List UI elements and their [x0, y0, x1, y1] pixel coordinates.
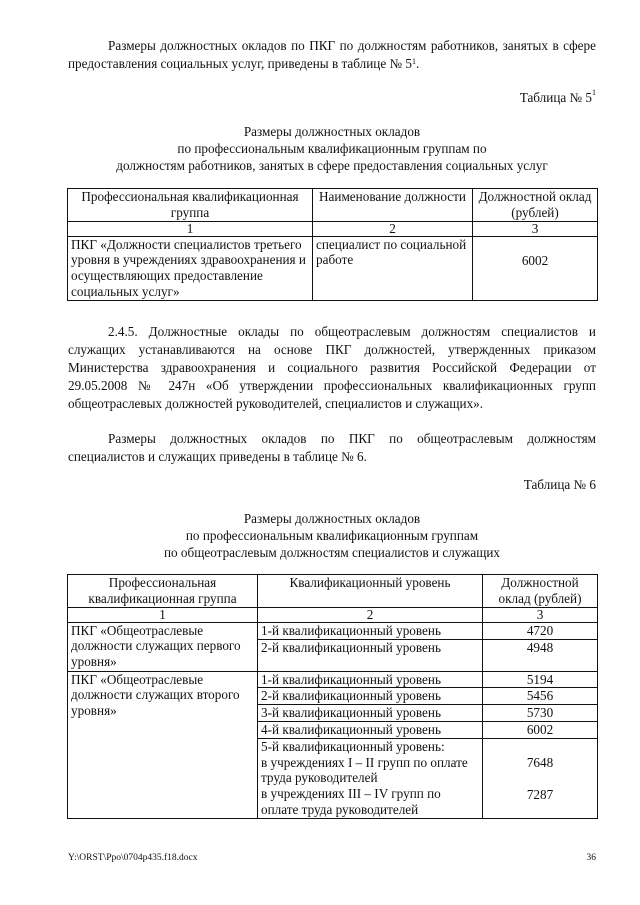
- table5-number-cell: 2: [313, 221, 473, 236]
- table5-title-line: Размеры должностных окладов: [243, 124, 421, 139]
- pkg-name-cell: ПКГ «Общеотраслевые должности служащих первого уровня»: [68, 622, 258, 671]
- pkg-name-cell: ПКГ «Общеотраслевые должности служащих второго уровня»: [68, 671, 258, 818]
- table5-header-cell: Должностной оклад (рублей): [473, 189, 598, 222]
- level-cell: 2-й квалификационный уровень: [258, 688, 483, 705]
- level-cell: [258, 738, 483, 818]
- table6-number-cell: 2: [258, 607, 483, 622]
- table6-header-cell: Должностной оклад (рублей): [483, 575, 598, 608]
- table5-label-sup: 1: [592, 88, 596, 97]
- table6: [67, 574, 598, 819]
- table6-number-cell: 3: [483, 607, 598, 622]
- table5-header-cell: Наименование должности: [313, 189, 473, 222]
- salary-cell: 6002: [473, 236, 598, 300]
- footer-file-path: Y:\ORST\Ppo\0704p435.f18.docx: [68, 853, 198, 863]
- salary-cell: 5194: [483, 671, 598, 688]
- salary-cell: 5730: [483, 705, 598, 722]
- table5-header-cell: Профессиональная квалификационная группа: [68, 189, 313, 222]
- table5-header-row: [68, 189, 598, 222]
- salary-cell: 4948: [483, 639, 598, 671]
- table5-title-line: должностям работников, занятых в сфере предоставления социальных услуг: [116, 158, 548, 173]
- table5-title: [68, 123, 596, 174]
- level5-sub1-salary: 7648: [526, 754, 554, 770]
- level5-title: 5-й квалификационный уровень:: [261, 738, 445, 754]
- table6-header-cell: Квалификационный уровень: [258, 575, 483, 608]
- table-row: [68, 622, 598, 639]
- footnote-ref: 1: [411, 57, 416, 66]
- level-cell: 4-й квалификационный уровень: [258, 721, 483, 738]
- intro-text: Размеры должностных окладов по ПКГ по должностям работников, занятых в сфере предоставления социальных услуг, приведены в таблице № 5: [68, 38, 596, 71]
- level-cell: 1-й квалификационный уровень: [258, 622, 483, 639]
- table6-title-line: Размеры должностных окладов: [243, 511, 421, 526]
- pkg-name-cell: ПКГ «Должности специалистов третьего уровня в учреждениях здравоохранения и осуществляющих предоставление социальных услуг»: [68, 236, 313, 300]
- position-cell: специалист по социальной работе: [313, 236, 473, 300]
- table6-title: [68, 510, 596, 561]
- level-cell: 1-й квалификационный уровень: [258, 671, 483, 688]
- table5-number-cell: 3: [473, 221, 598, 236]
- table5-number-cell: 1: [68, 221, 313, 236]
- salary-cell: 6002: [483, 721, 598, 738]
- table5-label-text: Таблица № 5: [519, 90, 592, 105]
- salary-cell: 5456: [483, 688, 598, 705]
- salary-cell: 4720: [483, 622, 598, 639]
- table6-title-line: по профессиональным квалификационным группам: [185, 528, 479, 543]
- table5-label: [520, 90, 596, 106]
- section-2-4-5-paragraph: 2.4.5. Должностные оклады по общеотраслевым должностям специалистов и служащих устанавливаются на основе ПКГ должностей, утвержденных приказом Министерства здравоохранения и социального развития Российской Федерации от 29.05.2008 № 247н «Об утверждении профессиональных квалификационных групп общеотраслевых должностей руководителей, специалистов и служащих».: [68, 324, 596, 411]
- page-number: 36: [586, 853, 596, 863]
- intro-paragraph: Размеры должностных окладов по ПКГ по должностям работников, занятых в сфере предоставления социальных услуг, приведены в таблице № $5^1$.: [68, 38, 596, 71]
- table5-number-row: [68, 221, 598, 236]
- table5-title-line: по профессиональным квалификационным группам по: [177, 141, 487, 156]
- table6-header-cell: Профессиональная квалификационная группа: [68, 575, 258, 608]
- level-cell: 3-й квалификационный уровень: [258, 705, 483, 722]
- table6-label: Таблица № 6: [523, 477, 596, 492]
- table5: [67, 188, 598, 301]
- level5-sub2: в учреждениях III – IV групп по оплате труда руководителей: [261, 786, 441, 817]
- table6-number-row: [68, 607, 598, 622]
- salary-cell: [483, 738, 598, 818]
- table-row: [68, 671, 598, 688]
- level-cell: 2-й квалификационный уровень: [258, 639, 483, 671]
- table6-intro-paragraph: Размеры должностных окладов по ПКГ по общеотраслевым должностям специалистов и служащих приведены в таблице № 6.: [68, 431, 596, 464]
- table6-title-line: по общеотраслевым должностям специалистов и служащих: [163, 545, 501, 560]
- table-row: [68, 236, 598, 300]
- level5-sub2-salary: 7287: [526, 786, 554, 802]
- table6-number-cell: 1: [68, 607, 258, 622]
- level5-sub1: в учреждениях I – II групп по оплате труда руководителей: [261, 754, 468, 786]
- table6-header-row: [68, 575, 598, 608]
